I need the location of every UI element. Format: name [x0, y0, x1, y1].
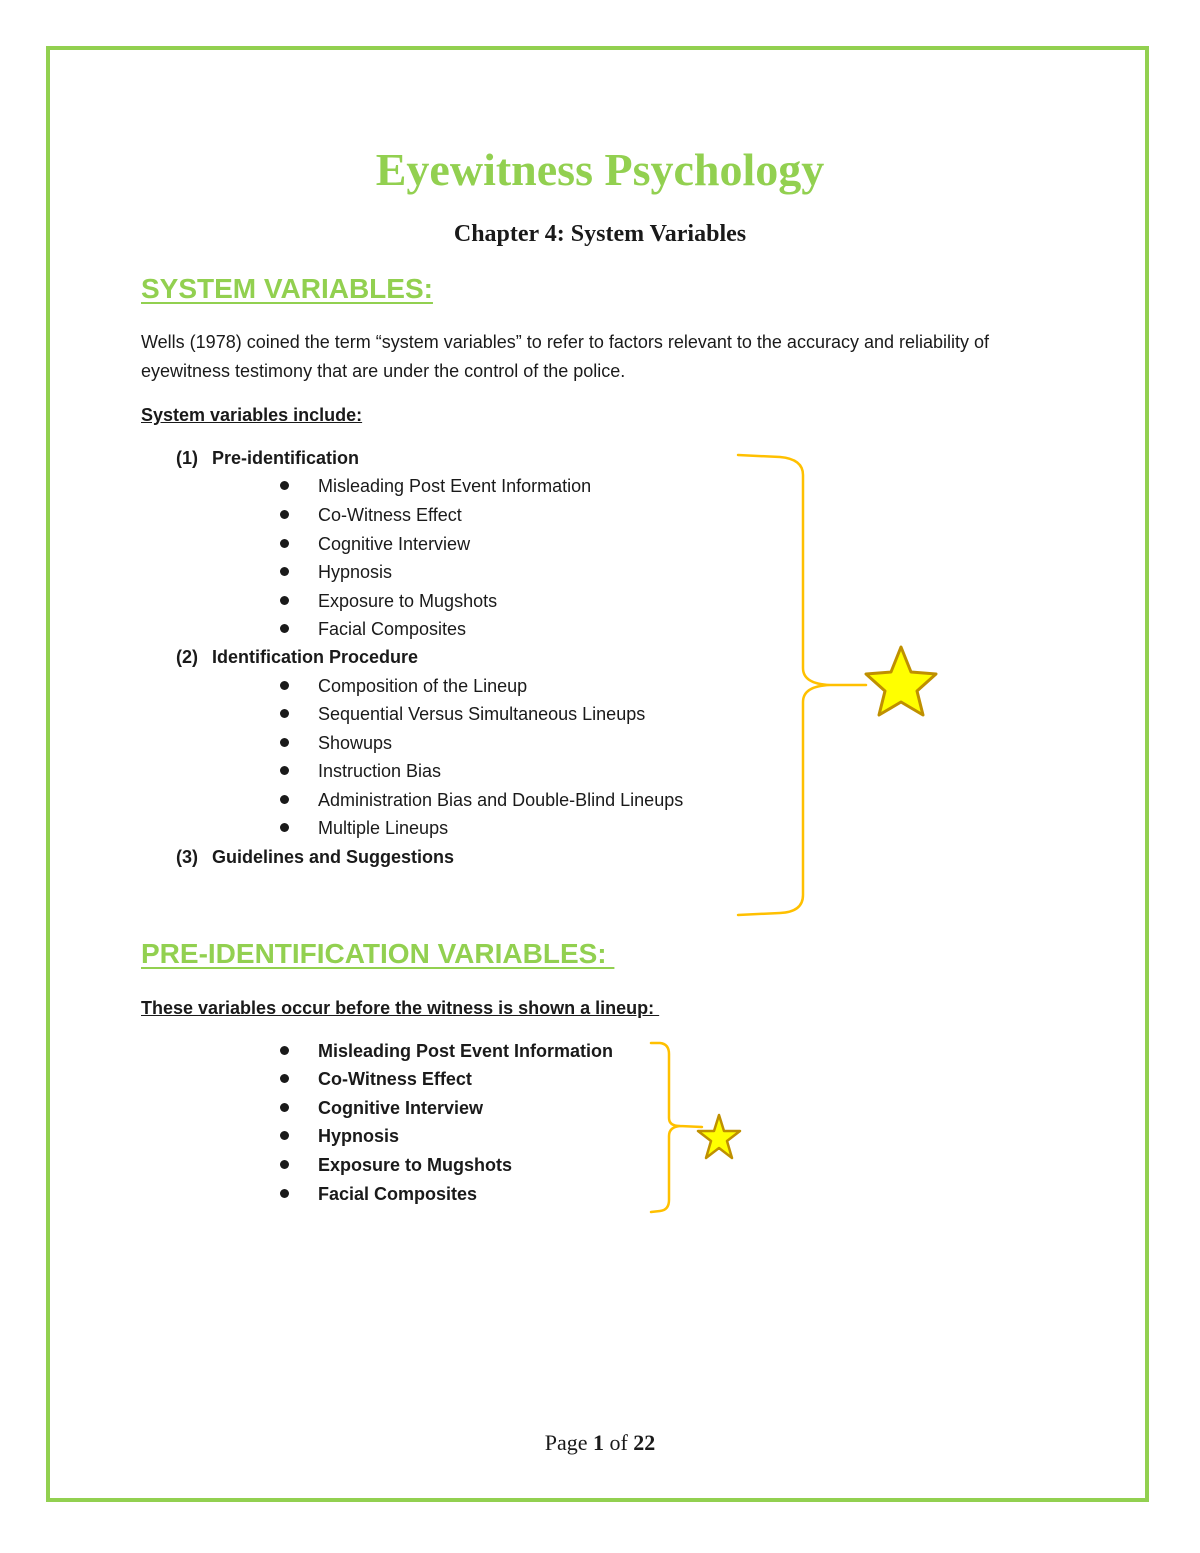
- group-number: (1): [176, 448, 198, 468]
- current-page-number: 1: [592, 1430, 604, 1455]
- section-heading-pre-identification-variables: PRE-IDENTIFICATION VARIABLES:: [141, 938, 615, 969]
- bracket-icon: [651, 1043, 702, 1212]
- group-number: (3): [176, 847, 198, 867]
- section-heading-system-variables: SYSTEM VARIABLES:: [141, 273, 433, 304]
- intro-paragraph: Wells (1978) coined the term “system variables” to refer to factors relevant to the accuracy and reliability of eyewitness testimony that are under the control of the police.: [141, 332, 990, 381]
- total-pages-number: 22: [633, 1430, 656, 1455]
- group-label: Guidelines and Suggestions: [212, 847, 455, 867]
- star-icon: [698, 1115, 740, 1158]
- group-label: Pre-identification: [212, 448, 360, 468]
- group-label: Identification Procedure: [212, 647, 419, 667]
- system-variables-list-label: System variables include:: [141, 405, 363, 425]
- pre-identification-list-label: These variables occur before the witness is shown a lineup:: [141, 998, 660, 1018]
- star-icon: [866, 647, 936, 715]
- page-footer: Page 1 of 22: [544, 1430, 656, 1455]
- chapter-subtitle: Chapter 4: System Variables: [453, 221, 747, 247]
- group-number: (2): [176, 647, 198, 667]
- bracket-icon: [738, 455, 866, 915]
- document-title: Eyewitness Psychology: [375, 144, 825, 195]
